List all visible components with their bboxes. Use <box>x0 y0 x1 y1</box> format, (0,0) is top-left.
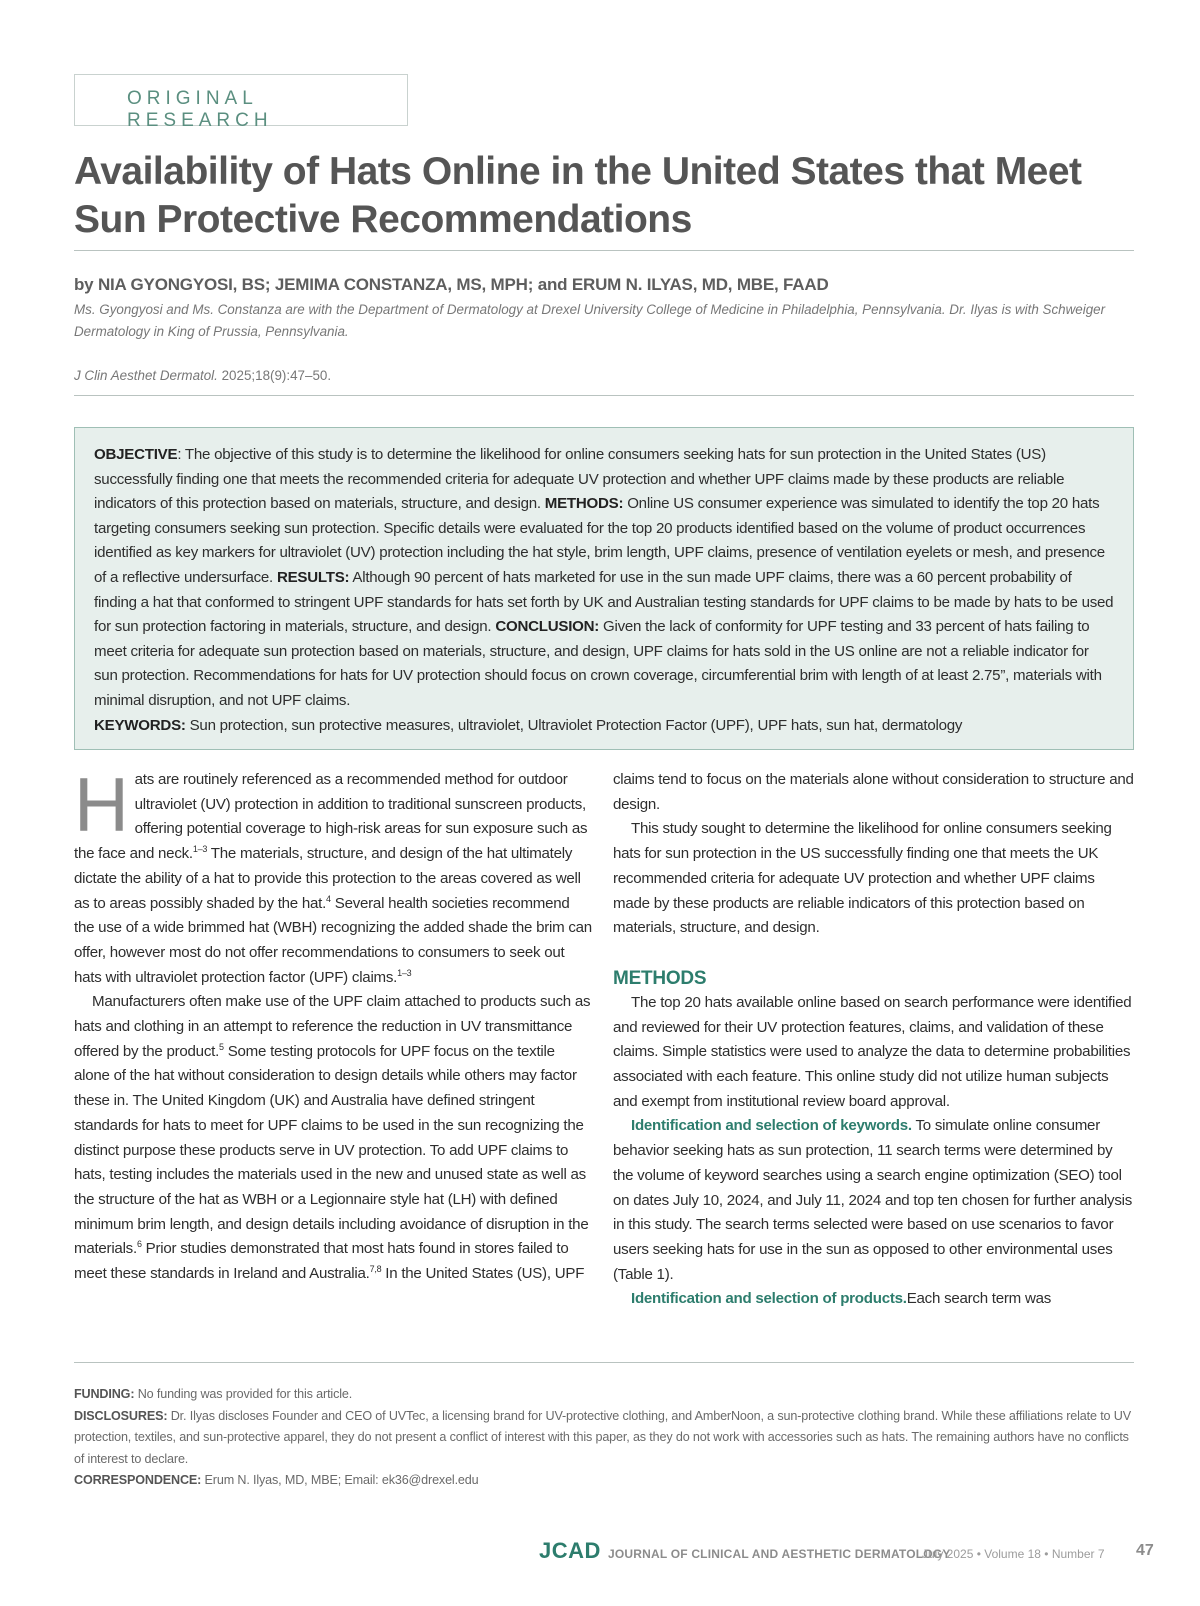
objective-label: OBJECTIVE <box>94 446 178 463</box>
methods-paragraph-1: The top 20 hats available online based on search performance were identified and reviewed for their UV protection features, claims, and validation of these claims. Simple statistics were used to analyze the data to determine probabilities associated with each feature. This online study did not utilize human subjects and exempt from institutional review board approval. <box>613 993 1132 1110</box>
intro-paragraph-1 <box>74 763 592 990</box>
results-text: Although 90 percent of hats marketed for use in the sun made UPF claims, there was a 60 percent probability of finding a hat that conformed to stringent UPF standards for hats set forth by UK and Australian testing standards for UPF claims to be made by hats to be used for sun protection factoring in materials, structure, and design. <box>94 568 1114 636</box>
results-label: RESULTS: <box>276 568 350 586</box>
intro-text: In the United States (US), UPF <box>381 1265 585 1283</box>
article-title: Availability of Hats Online in the United States that Meet Sun Protective Recommendations <box>74 150 1082 241</box>
section-tag-label: ORIGINAL RESEARCH <box>127 88 273 131</box>
funding-label: FUNDING: <box>74 1387 135 1401</box>
intro-paragraph-3: claims tend to focus on the materials alone without consideration to structure and design. <box>613 771 1134 813</box>
intro-text: Manufacturers often make use of the UPF claim attached to products such as hats and clothing in an attempt to reference the reduction in UV transmittance offered by the product. <box>74 993 591 1060</box>
citation-journal: J Clin Aesthet Dermatol. <box>74 368 218 383</box>
methods-paragraph-3 <box>613 1287 1135 1312</box>
methods-paragraph-2 <box>613 1114 1135 1287</box>
journal-name: JOURNAL OF CLINICAL AND AESTHETIC DERMATOLOGY <box>608 1547 951 1561</box>
citation-sup: 7,8 <box>369 1264 382 1275</box>
citation-ref: 2025;18(9):47–50. <box>217 368 332 383</box>
correspondence-note <box>74 1470 1134 1492</box>
methods-text: To simulate online consumer behavior seeking hats as sun protection, 11 search terms were determined by the volume of keyword searches using a search engine optimization (SEO) tool on dates July 10, 2024, and July 11, 2024 and top ten chosen for further analysis in this study. The search terms selected were based on use scenarios to favor users seeking hats for use in the sun as opposed to other environmental uses (Table 1). <box>613 1117 1133 1283</box>
methods-text: Each search term was <box>906 1290 1052 1308</box>
intro-paragraph-4: This study sought to determine the likelihood for online consumers seeking hats for sun protection in the US successfully finding one that meets the UK recommended criteria for adequate UV protection and whether UPF claims made by these products are reliable indicators of this protection based on materials, structure, and design. <box>613 820 1112 937</box>
correspondence-text: Erum N. Ilyas, MD, MBE; Email: ek36@drexel.edu <box>201 1473 479 1487</box>
citation <box>74 368 331 383</box>
intro-text: Some testing protocols for UPF focus on the textile alone of the hat without consideration to design details while others may factor these in. The United Kingdom (UK) and Australia have defined stringent standards for hats to meet for UPF claims to be used in the sun recognizing the distinct purpose these products serve in UV protection. To add UPF claims to hats, testing includes the materials used in the new and unused state as well as the structure of the hat as WBH or a Legionnaire style hat (LH) with defined minimum brim length, and design details including avoidance of disruption in the materials. <box>74 1042 589 1258</box>
keywords-label: KEYWORDS: <box>94 716 186 734</box>
objective-text: : The objective of this study is to determine the likelihood for online consumers seeking hats for sun protection in the United States (US) successfully finding one that meets the recommended criteria for adequate UV protection and whether UPF claims made by these products are reliable indicators of this protection based on materials, structure, and design. <box>94 446 1065 513</box>
page-footer <box>0 1538 1200 1568</box>
funding-note <box>74 1384 1134 1406</box>
intro-text: The materials, structure, and design of the hat ultimately dictate the ability of a hat to provide this protection to the areas covered as well as to areas possibly shaded by the hat. <box>74 845 581 912</box>
methods-label: METHODS: <box>544 495 624 513</box>
jcad-logo: JCAD <box>539 1538 601 1563</box>
header-divider <box>74 395 1134 396</box>
citation-sup: 6 <box>136 1239 142 1250</box>
citation-sup: 5 <box>219 1041 224 1052</box>
abstract-box <box>74 427 1134 750</box>
citation-sup: 1–3 <box>192 844 208 855</box>
author-affiliation: Ms. Gyongyosi and Ms. Constanza are with the Department of Dermatology at Drexel University College of Medicine in Philadelphia, Pennsylvania. Dr. Ilyas is with Schweiger Dermatology in King of Prussia, Pennsylvania. <box>74 302 1106 339</box>
disclosures-label: DISCLOSURES: <box>74 1408 168 1423</box>
intro-text: Prior studies demonstrated that most hats found in stores failed to meet these standards in Ireland and Australia. <box>74 1240 569 1283</box>
keywords-text: Sun protection, sun protective measures, ultraviolet, Ultraviolet Protection Factor (UPF), UPF hats, sun hat, dermatology <box>185 716 963 734</box>
conclusion-label: CONCLUSION: <box>495 618 600 636</box>
author-list: by NIA GYONGYOSI, BS; JEMIMA CONSTANZA, MS, MPH; and ERUM N. ILYAS, MD, MBE, FAAD <box>74 275 829 294</box>
correspondence-label: CORRESPONDENCE: <box>74 1473 202 1487</box>
page-number: 47 <box>1136 1542 1154 1559</box>
disclosures-note <box>74 1406 1134 1471</box>
issue-info: July 2025 • Volume 18 • Number 7 <box>922 1547 1105 1561</box>
citation-sup: 4 <box>326 893 331 904</box>
methods-heading: METHODS <box>613 967 707 989</box>
citation-sup: 1–3 <box>397 967 412 978</box>
conclusion-text: Given the lack of conformity for UPF testing and 33 percent of hats failing to meet criteria for adequate sun protection based on materials, structure, and design, UPF claims for hats sold in the US online are not a reliable indicator for sun protection. Recommendations for hats for UV protection should focus on crown coverage, circumferential brim with length of at least 2.75”, materials with minimal disruption, and not UPF claims. <box>94 618 1102 709</box>
footnotes <box>74 1384 1134 1492</box>
disclosures-text: Dr. Ilyas discloses Founder and CEO of UVTec, a licensing brand for UV-protective clothing, and AmberNoon, a sun-protective clothing brand. While these affiliations relate to UV protection, textiles, and sun-protective apparel, they do not present a conflict of interest with this paper, as they do not work with accessories such as hats. The remaining authors have no conflicts of interest to declare. <box>74 1408 1131 1466</box>
dropcap: H <box>74 763 129 848</box>
body-column-left <box>74 763 592 1287</box>
intro-text: ats are routinely referenced as a recommended method for outdoor ultraviolet (UV) protection in addition to traditional sunscreen products, offering potential coverage to high-risk areas for sun exposure such as the face and neck. <box>74 771 588 863</box>
funding-text: No funding was provided for this article. <box>134 1387 353 1401</box>
subheading-products: Identification and selection of products. <box>631 1290 907 1308</box>
subheading-keywords: Identification and selection of keywords. <box>631 1117 912 1135</box>
methods-text: Online US consumer experience was simulated to identify the top 20 hats targeting consumers seeking sun protection. Specific details were evaluated for the top 20 products identified based on the volume of product occurrences identified as key markers for ultraviolet (UV) protection including the hat style, brim length, UPF claims, presence of ventilation eyelets or mesh, and presence of a reflective undersurface. <box>94 495 1105 586</box>
body-column-right <box>613 768 1135 1312</box>
intro-paragraph-2 <box>74 990 592 1286</box>
intro-text: Several health societies recommend the use of a wide brimmed hat (WBH) recognizing the added shade the brim can offer, however most do not offer recommendations to consumers to seek out hats with ultraviolet protection factor (UPF) claims. <box>74 894 592 986</box>
section-tag <box>74 74 408 131</box>
title-divider <box>74 250 1134 251</box>
footnote-divider <box>74 1362 1134 1363</box>
